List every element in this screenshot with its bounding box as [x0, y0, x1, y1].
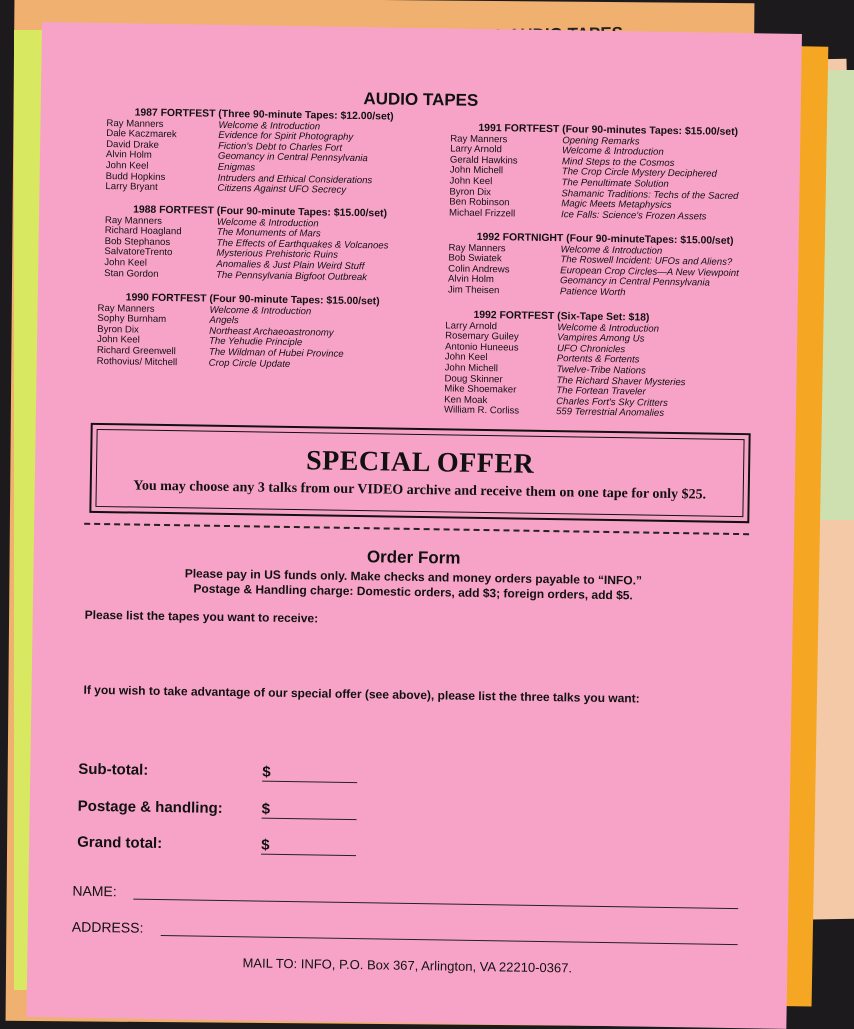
speaker-name: Richard Greenwell: [96, 344, 176, 358]
speaker-name: Ben Robinson: [449, 196, 510, 209]
cut-line: [84, 523, 749, 535]
talk-title: Portents & Fortents: [556, 353, 640, 366]
talk-title: The Fortean Traveler: [556, 385, 646, 398]
speaker-name: Michael Frizzell: [449, 207, 516, 220]
subtotal-label: Sub-total:: [78, 760, 149, 779]
speaker-name: SalvatoreTrento: [104, 246, 173, 259]
speaker-name: David Drake: [106, 138, 160, 151]
talk-title: Geomancy in Central Pennsylvania: [217, 151, 368, 165]
talk-list: [217, 120, 373, 197]
speaker-name: William R. Corliss: [443, 404, 520, 417]
talk-list: [561, 136, 739, 224]
address-label: ADDRESS:: [71, 918, 144, 936]
special-offer-title: SPECIAL OFFER: [305, 445, 535, 480]
talk-title: Geomancy in Central Pennsylvania: [559, 275, 710, 289]
talk-title: Welcome & Introduction: [560, 243, 663, 257]
speaker-name: Ray Manners: [448, 242, 506, 254]
talk-title: 559 Terrestrial Anomalies: [555, 406, 665, 420]
speaker-name: Larry Arnold: [450, 143, 502, 156]
order-form-page: [26, 22, 802, 1029]
address-field[interactable]: [161, 935, 738, 945]
talk-title: The Effects of Earthquakes & Volcanoes: [216, 237, 389, 252]
talk-title: The Pennsylvania Bigfoot Outbreak: [216, 269, 368, 283]
talk-title: Welcome & Introduction: [218, 119, 321, 133]
speaker-name: Gerald Hawkins: [449, 154, 518, 167]
speaker-list: [104, 216, 217, 281]
talk-title: Crop Circle Update: [208, 357, 291, 370]
speaker-name: Larry Arnold: [445, 319, 498, 332]
speaker-name: Larry Bryant: [105, 181, 158, 194]
special-offer-text: You may choose any 3 talks from our VIDEO archive and receive them on one tape for only $25.: [133, 478, 707, 503]
speaker-name: John Keel: [444, 351, 488, 364]
speaker-list: [448, 243, 561, 298]
talk-title: Twelve-Tribe Nations: [556, 364, 646, 377]
mailing-address: MAIL TO: INFO, P.O. Box 367, Arlington, VA 22210-0367.: [242, 955, 573, 976]
speaker-name: Ken Moak: [444, 394, 488, 406]
speaker-name: Ray Manners: [104, 214, 163, 227]
talk-title: Welcome & Introduction: [557, 321, 660, 335]
speaker-name: Alvin Holm: [447, 273, 494, 286]
postage-instructions: Postage & Handling charge: Domestic orders, add $3; foreign orders, add $5.: [193, 581, 633, 603]
speaker-name: Rosemary Guiley: [445, 330, 519, 343]
speaker-name: Rothovius/ Mitchell: [96, 355, 178, 368]
talk-title: Mind Steps to the Cosmos: [561, 155, 675, 169]
speaker-name: Sophy Burnham: [97, 313, 167, 326]
speaker-list: [105, 119, 218, 195]
talk-title: The Monuments of Mars: [216, 226, 321, 240]
speaker-name: Colin Andrews: [448, 263, 510, 276]
grand-total-field[interactable]: $: [261, 837, 356, 856]
speaker-name: John Michell: [449, 164, 504, 177]
speaker-name: John Keel: [449, 175, 493, 188]
talk-title: The Richard Shaver Mysteries: [556, 374, 686, 388]
speaker-name: Bob Stephanos: [104, 235, 171, 248]
postage-label: Postage & handling:: [77, 797, 223, 817]
speaker-name: Ray Manners: [97, 302, 155, 315]
speaker-name: Richard Hoagland: [104, 225, 182, 238]
payment-instructions: Please pay in US funds only. Make checks and money orders payable to “INFO.”: [184, 566, 643, 588]
special-offer-box: [89, 423, 750, 523]
festival-1988: [104, 205, 389, 284]
talk-list: [209, 305, 345, 371]
speaker-list: [449, 134, 562, 220]
talk-title: Vampires Among Us: [557, 332, 645, 345]
name-field[interactable]: [133, 899, 738, 910]
page-title: AUDIO TAPES: [363, 89, 479, 110]
talk-title: Charles Fort's Sky Critters: [556, 395, 668, 409]
speaker-name: Budd Hopkins: [105, 170, 166, 183]
talk-title: Patience Worth: [559, 286, 626, 299]
talk-title: Magic Meets Metaphysics: [561, 198, 672, 212]
speaker-name: John Keel: [96, 334, 140, 346]
festival-title: 1988 FORTFEST (Four 90-minute Tapes: $15.00/set): [133, 204, 388, 220]
talk-title: Opening Remarks: [562, 134, 640, 148]
order-form-title: Order Form: [366, 547, 461, 568]
speaker-name: Byron Dix: [449, 186, 492, 198]
festival-title: 1992 FORTNIGHT (Four 90-minuteTapes: $15.00/set): [476, 231, 734, 247]
talk-list: [216, 217, 389, 283]
talk-title: Enigmas: [217, 161, 256, 174]
festival-1990: [97, 293, 380, 372]
talk-title: Mysterious Prehistoric Ruins: [216, 248, 339, 262]
talk-title: The Wildman of Hubei Province: [208, 346, 344, 360]
festival-title: 1990 FORTFEST (Four 90-minute Tapes: $15.00/set): [125, 292, 380, 308]
speaker-name: Doug Skinner: [444, 372, 503, 385]
speaker-name: Ray Manners: [106, 117, 164, 130]
talk-title: Angels: [209, 314, 239, 327]
talk-title: The Penultimate Solution: [561, 177, 669, 190]
subtotal-field[interactable]: $: [262, 764, 357, 783]
speaker-name: Dale Kaczmarek: [106, 128, 177, 141]
speaker-name: Ray Manners: [450, 133, 508, 145]
speaker-name: Bob Swiatek: [448, 252, 502, 265]
talk-title: Shamanic Traditions: Techs of the Sacred: [561, 187, 739, 202]
speaker-name: Byron Dix: [97, 323, 139, 336]
festival-1992-fortnight: [448, 232, 740, 300]
talk-title: Evidence for Spirit Photography: [218, 130, 354, 144]
talk-title: Welcome & Introduction: [209, 304, 312, 317]
postage-field[interactable]: $: [262, 801, 357, 820]
speaker-name: Jim Theisen: [447, 284, 500, 297]
speaker-name: John Michell: [444, 362, 499, 375]
talk-title: Ice Falls: Science's Frozen Assets: [561, 208, 707, 223]
talk-title: Fiction's Debt to Charles Fort: [218, 140, 343, 154]
special-offer-prompt: If you wish to take advantage of our special offer (see above), please list the three talks you want:: [83, 682, 640, 706]
speaker-name: John Keel: [104, 257, 148, 269]
festival-1987: [105, 108, 393, 197]
talk-title: UFO Chronicles: [556, 342, 626, 356]
speaker-name: Mike Shoemaker: [444, 383, 517, 396]
talk-list: [560, 245, 739, 301]
speaker-name: Stan Gordon: [104, 267, 159, 280]
festival-title: 1991 FORTFEST (Four 90-minutes Tapes: $15.00/set): [478, 122, 739, 138]
festival-1992-fortfest: [444, 310, 687, 420]
speaker-name: Alvin Holm: [105, 149, 152, 162]
talk-title: European Crop Circles—A New Viewpoint: [560, 264, 739, 279]
festival-title: 1987 FORTFEST (Three 90-minute Tapes: $12.00/set): [134, 107, 394, 123]
speaker-list: [97, 304, 210, 369]
talk-title: Anomalies & Just Plain Weird Stuff: [216, 258, 365, 273]
talk-title: Welcome & Introduction: [562, 145, 664, 158]
speaker-list: [444, 321, 557, 418]
festival-1991: [449, 123, 740, 223]
talk-title: The Yehudie Principle: [208, 336, 303, 349]
tapes-list-prompt: Please list the tapes you want to receive:: [84, 607, 319, 626]
speaker-name: Antonio Huneeus: [444, 341, 519, 354]
talk-title: Citizens Against UFO Secrecy: [217, 182, 347, 196]
talk-title: Northeast Archaeoastronomy: [209, 325, 334, 339]
grand-total-label: Grand total:: [77, 833, 163, 853]
speaker-name: John Keel: [105, 160, 149, 172]
talk-title: The Roswell Incident: UFOs and Aliens?: [560, 254, 733, 269]
talk-title: Intruders and Ethical Considerations: [217, 172, 373, 186]
talk-title: The Crop Circle Mystery Deciphered: [561, 166, 717, 181]
festival-title: 1992 FORTFEST (Six-Tape Set: $18): [473, 309, 650, 324]
talk-title: Welcome & Introduction: [216, 216, 319, 229]
name-label: NAME:: [72, 882, 117, 900]
talk-list: [556, 323, 687, 420]
